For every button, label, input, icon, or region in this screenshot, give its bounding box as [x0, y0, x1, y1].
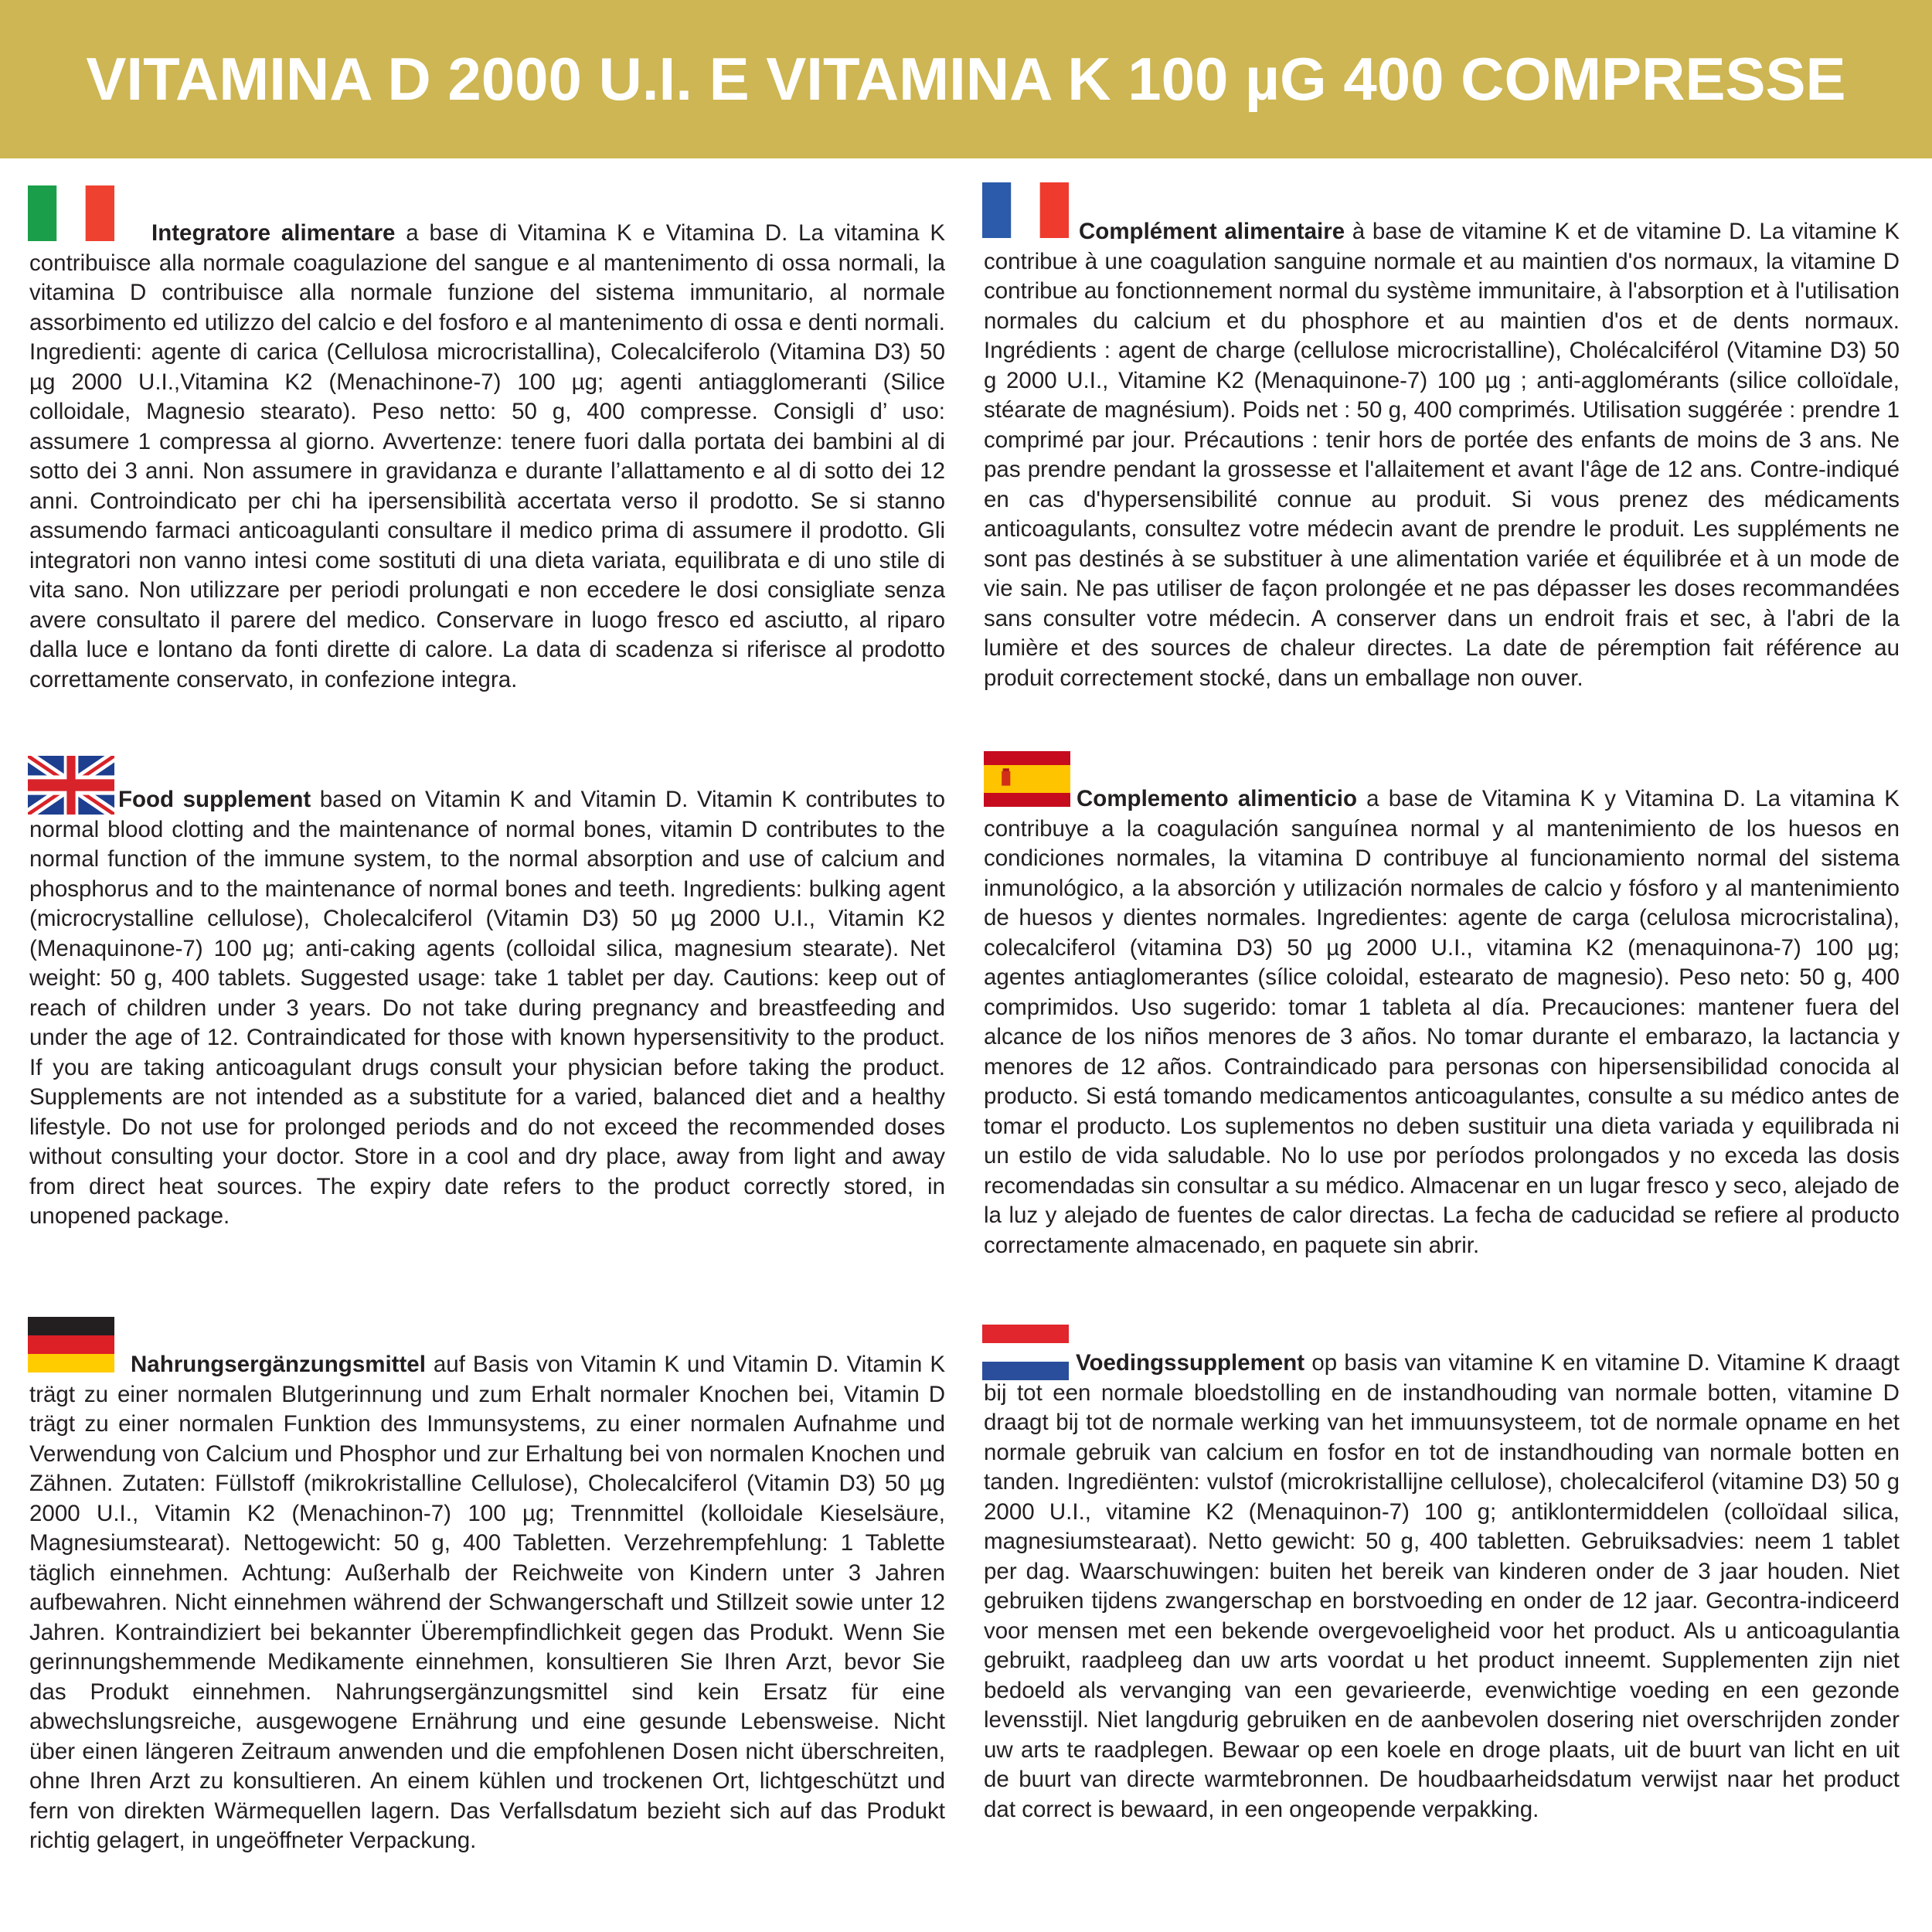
- section-french: [984, 217, 1900, 693]
- section-body: based on Vitamin K and Vitamin D. Vitamin K contributes to normal blood clotting and the maintenance of normal bones, vitamin D contributes to the normal function of the immune system, to the normal absorption and use of calcium and phosphorus and to the maintenance of normal bones and teeth. Ingredients: bulking agent (microcrystalline cellulose), Cholecalciferol (Vitamin D3) 50 µg 2000 U.I., Vitamin K2 (Menaquinone-7) 100 µg; anti-caking agents (colloidal silica, magnesium stearate). Net weight: 50 g, 400 tablets. Suggested usage: take 1 tablet per day. Cautions: keep out of reach of children under 3 years. Do not take during pregnancy and breastfeeding and under the age of 12. Contraindicated for those with known hypersensitivity to the product. If you are taking anticoagulant drugs consult your physician before taking the product. Supplements are not intended as a substitute for a varied, balanced diet and a healthy lifestyle. Do not use for prolonged periods and do not exceed the recommended doses without consulting your doctor. Store in a cool and dry place, away from light and away from direct heat sources. The expiry date refers to the product correctly stored, in unopened package.: [29, 787, 945, 1229]
- section-body: à base de vitamine K et de vitamine D. La vitamine K contribue à une coagulation sanguine normale et au maintien d'os normaux, la vitamine D contribue au fonctionnement normal du système immunitaire, à l'absorption et à l'utilisation normales du calcium et du phosphore et au maintien d'os et de dents normaux. Ingrédients : agent de charge (cellulose microcristalline), Cholécalciférol (Vitamine D3) 50 g 2000 U.I., Vitamine K2 (Menaquinone-7) 100 µg ; anti-agglomérants (silice colloïdale, stéarate de magnésium). Poids net : 50 g, 400 comprimés. Utilisation suggérée : prendre 1 comprimé par jour. Précautions : tenir hors de portée des enfants de moins de 3 ans. Ne pas prendre pendant la grossesse et l'allaitement et avant l'âge de 12 ans. Contre-indiqué en cas d'hypersensibilité connue au produit. Si vous prenez des médicaments anticoagulants, consultez votre médecin avant de prendre le produit. Les suppléments ne sont pas destinés à se substituer à une alimentation variée et équilibrée et à un mode de vie sain. Ne pas utiliser de façon prolongée et ne pas dépasser les doses recommandées sans consulter votre médecin. A conserver dans un endroit frais et sec, à l'abri de la lumière et des sources de chaleur directes. La date de péremption fait référence au produit correctement stocké, dans un emballage non ouver.: [984, 219, 1900, 691]
- section-text: [29, 785, 945, 1232]
- section-text: [29, 1350, 945, 1856]
- section-title: Nahrungsergänzungsmittel: [131, 1352, 426, 1377]
- section-title: Complément alimentaire: [1079, 219, 1345, 244]
- section-dutch: [984, 1349, 1900, 1825]
- page-title: VITAMINA D 2000 U.I. E VITAMINA K 100 µG 400 COMPRESSE: [86, 45, 1846, 113]
- header-banner: [0, 0, 1932, 158]
- section-text: [984, 784, 1900, 1260]
- section-italian: [29, 219, 945, 695]
- section-body: a base de Vitamina K y Vitamina D. La vitamina K contribuye a la coagulación sanguínea normal y al mantenimiento de los huesos en condiciones normales, la vitamina D contribuye al funcionamiento normal del sistema inmunológico, a la absorción y utilización normales de calcio y fósforo y al mantenimiento de huesos y dientes normales. Ingredientes: agente de carga (celulosa microcristalina), colecalciferol (vitamina D3) 50 µg 2000 U.I., vitamina K2 (menaquinona-7) 100 µg; agentes antiaglomerantes (sílice coloidal, estearato de magnesio). Peso neto: 50 g, 400 comprimidos. Uso sugerido: tomar 1 tableta al día. Precauciones: mantener fuera del alcance de los niños menores de 3 años. No tomar durante el embarazo, la lactancia y menores de 12 años. Contraindicado para personas con hipersensibilidad conocida al producto. Si está tomando medicamentos anticoagulantes, consulte a su médico antes de tomar el producto. Los suplementos no deben sustituir una dieta variada y equilibrada ni un estilo de vida saludable. No lo use por períodos prolongados y no exceda las dosis recomendadas sin consultar a su médico. Almacenar en un lugar fresco y seco, alejado de la luz y alejado de fuentes de calor directas. La fecha de caducidad se refiere al producto correctamente almacenado, en paquete sin abrir.: [984, 786, 1900, 1258]
- section-english: [29, 785, 945, 1232]
- section-spanish: [984, 784, 1900, 1260]
- section-body: op basis van vitamine K en vitamine D. Vitamine K draagt bij tot een normale bloedstolling en de instandhouding van normale botten, vitamine D draagt bij tot de normale werking van het immuunsysteem, tot de normale opname en het normale gebruik van calcium en fosfor en tot de instandhouding van normale botten en tanden. Ingrediënten: vulstof (microkristallijne cellulose), cholecalciferol (vitamine D3) 50 g 2000 U.I., vitamine K2 (Menaquinon-7) 100 g; antiklontermiddelen (colloïdaal silica, magnesiumstearaat). Netto gewicht: 50 g, 400 tabletten. Gebruiksadvies: neem 1 tablet per dag. Waarschuwingen: buiten het bereik van kinderen onder de 3 jaar houden. Niet gebruiken tijdens zwangerschap en borstvoeding en onder de 12 jaar. Gecontra-indiceerd voor mensen met een bekende overgevoeligheid voor het product. Als u anticoagulantia gebruikt, raadpleeg dan uw arts voordat u het product inneemt. Supplementen zijn niet bedoeld als vervanging van een gevarieerde, evenwichtige voeding en een gezonde levensstijl. Niet langdurig gebruiken en de aanbevolen dosering niet overschrijden zonder uw arts te raadplegen. Bewaar op een koele en droge plaats, uit de buurt van licht en uit de buurt van directe warmtebronnen. De houdbaarheidsdatum verwijst naar het product dat correct is bewaard, in een ongeopende verpakking.: [984, 1350, 1900, 1822]
- section-text: [984, 1349, 1900, 1825]
- section-title: Food supplement: [118, 787, 311, 812]
- section-title: Voedingssupplement: [1076, 1350, 1305, 1376]
- section-body: a base di Vitamina K e Vitamina D. La vitamina K contribuisce alla normale coagulazione del sangue e al mantenimento di ossa normali, la vitamina D contribuisce alla normale funzione del sistema immunitario, al normale assorbimento ed utilizzo del calcio e del fosforo e al mantenimento di ossa e denti normali. Ingredienti: agente di carica (Cellulosa microcristallina), Colecalciferolo (Vitamina D3) 50 µg 2000 U.I.,Vitamina K2 (Menachinone-7) 100 µg; agenti antiagglomeranti (Silice colloidale, Magnesio stearato). Peso netto: 50 g, 400 compresse. Consigli d’ uso: assumere 1 compressa al giorno. Avvertenze: tenere fuori dalla portata dei bambini al di sotto dei 3 anni. Non assumere in gravidanza e durante l’allattamento e al di sotto dei 12 anni. Controindicato per chi ha ipersensibilità accertata verso il prodotto. Se si stanno assumendo farmaci anticoagulanti consultare il medico prima di assumere il prodotto. Gli integratori non vanno intesi come sostituti di una dieta variata, equilibrata e di uno stile di vita sano. Non utilizzare per periodi prolungati e non eccedere le dosi consigliate senza avere consultato il parere del medico. Conservare in luogo fresco ed asciutto, al riparo dalla luce e lontano da fonti dirette di calore. La data di scadenza si riferisce al prodotto correttamente conservato, in confezione integra.: [29, 220, 945, 692]
- section-german: [29, 1350, 945, 1856]
- section-body: auf Basis von Vitamin K und Vitamin D. Vitamin K trägt zu einer normalen Blutgerinnung und zum Erhalt normaler Knochen bei, Vitamin D trägt zu einer normalen Funktion des Immunsystems, zu einer normalen Aufnahme und Verwendung von Calcium und Phosphor und zur Erhaltung bei von normalen Knochen und Zähnen. Zutaten: Füllstoff (mikrokristalline Cellulose), Cholecalciferol (Vitamin D3) 50 µg 2000 U.I., Vitamin K2 (Menachinon-7) 100 µg; Trennmittel (kolloidale Kieselsäure, Magnesiumstearat). Nettogewicht: 50 g, 400 Tabletten. Verzehrempfehlung: 1 Tablette täglich einnehmen. Achtung: Außerhalb der Reichweite von Kindern unter 3 Jahren aufbewahren. Nicht einnehmen während der Schwangerschaft und Stillzeit sowie unter 12 Jahren. Kontraindiziert bei bekannter Überempfindlichkeit gegen das Produkt. Wenn Sie gerinnungshemmende Medikamente einnehmen, konsultieren Sie Ihren Arzt, bevor Sie das Produkt einnehmen. Nahrungsergänzungsmittel sind kein Ersatz für eine abwechslungsreiche, ausgewogene Ernährung und eine gesunde Lebensweise. Nicht über einen längeren Zeitraum anwenden und die empfohlenen Dosen nicht überschreiten, ohne Ihren Arzt zu konsultieren. An einem kühlen und trockenen Ort, lichtgeschützt und fern von direkten Wärmequellen lagern. Das Verfallsdatum bezieht sich auf das Produkt richtig gelagert, in ungeöffneter Verpackung.: [29, 1352, 945, 1853]
- section-text: [984, 217, 1900, 693]
- section-title: Complemento alimenticio: [1077, 786, 1357, 811]
- section-title: Integratore alimentare: [151, 220, 396, 246]
- section-text: [29, 219, 945, 695]
